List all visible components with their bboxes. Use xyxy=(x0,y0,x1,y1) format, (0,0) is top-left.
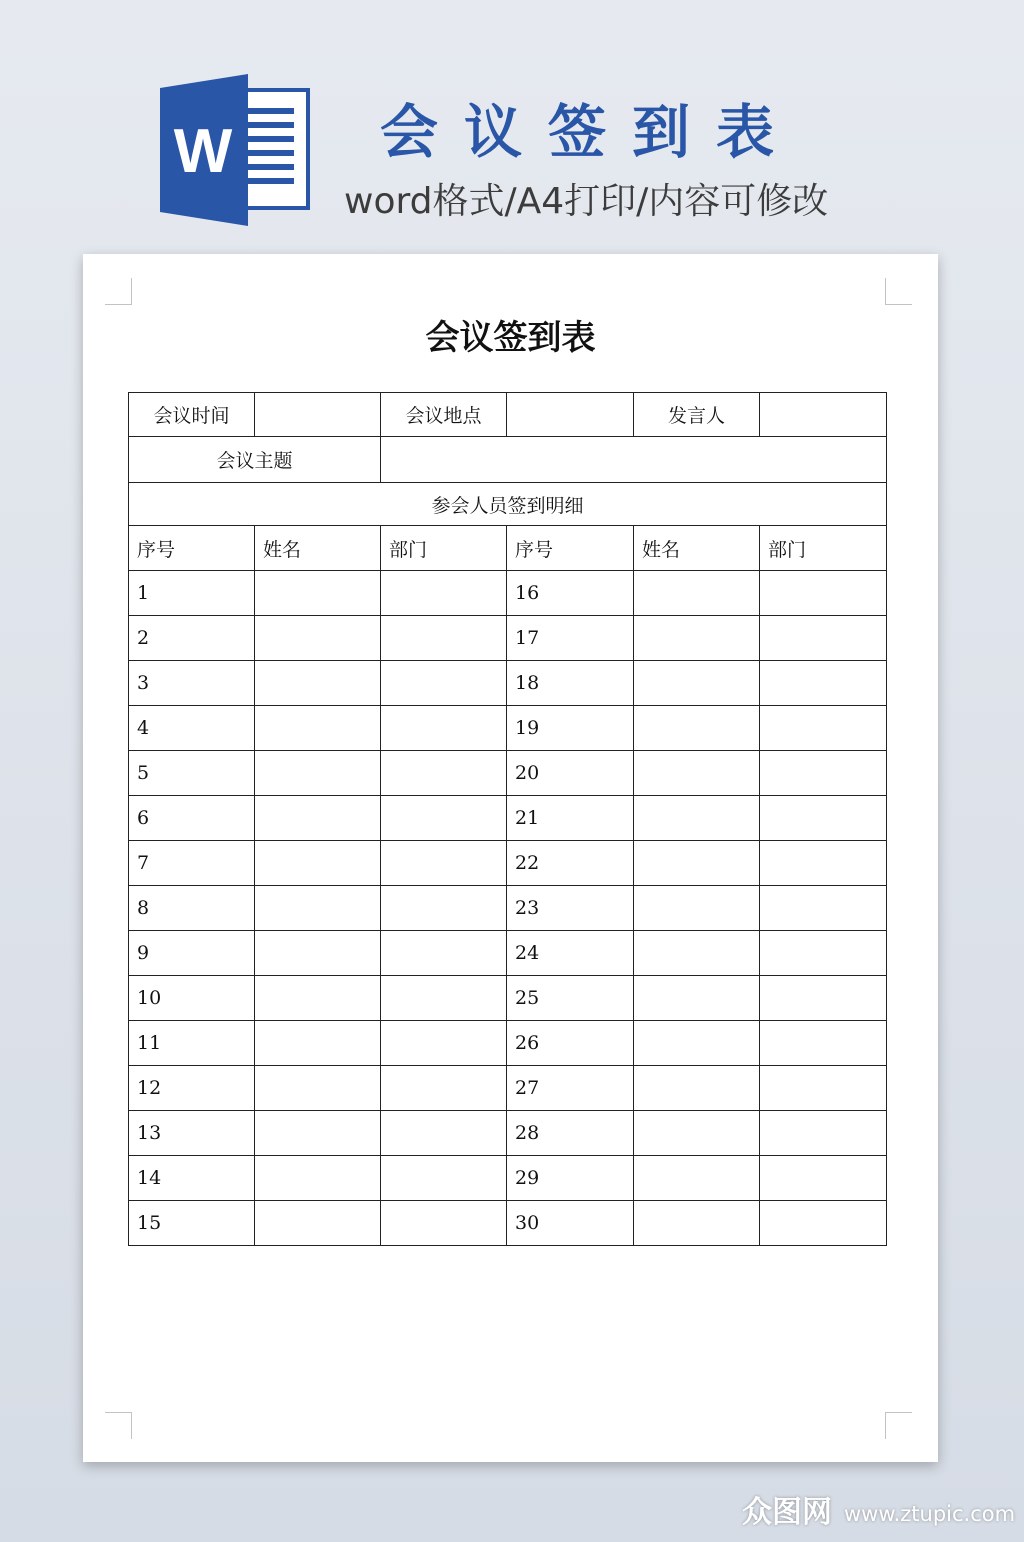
row-number: 30 xyxy=(507,1201,634,1246)
department-cell[interactable] xyxy=(381,931,507,976)
department-cell[interactable] xyxy=(760,931,887,976)
name-cell[interactable] xyxy=(255,706,381,751)
table-row xyxy=(129,706,887,751)
table-row xyxy=(129,841,887,886)
row-number: 8 xyxy=(129,886,255,931)
department-cell[interactable] xyxy=(381,661,507,706)
row-number: 26 xyxy=(507,1021,634,1066)
row-number: 27 xyxy=(507,1066,634,1111)
name-cell[interactable] xyxy=(255,1111,381,1156)
row-number: 25 xyxy=(507,976,634,1021)
column-header-number: 序号 xyxy=(507,526,634,571)
name-cell[interactable] xyxy=(255,886,381,931)
name-cell[interactable] xyxy=(255,1021,381,1066)
name-cell[interactable] xyxy=(634,751,760,796)
department-cell[interactable] xyxy=(760,886,887,931)
department-cell[interactable] xyxy=(760,1111,887,1156)
department-cell[interactable] xyxy=(381,751,507,796)
section-title: 参会人员签到明细 xyxy=(129,483,887,526)
table-row xyxy=(129,1021,887,1066)
section-title-row xyxy=(129,483,887,526)
department-cell[interactable] xyxy=(760,751,887,796)
row-number: 5 xyxy=(129,751,255,796)
row-number: 22 xyxy=(507,841,634,886)
name-cell[interactable] xyxy=(255,976,381,1021)
name-cell[interactable] xyxy=(634,1066,760,1111)
column-header-department: 部门 xyxy=(381,526,507,571)
name-cell[interactable] xyxy=(255,1066,381,1111)
row-number: 28 xyxy=(507,1111,634,1156)
row-number: 14 xyxy=(129,1156,255,1201)
meeting-time-label: 会议时间 xyxy=(129,393,255,437)
row-number: 1 xyxy=(129,571,255,616)
meeting-time-value[interactable] xyxy=(255,393,381,437)
table-row xyxy=(129,931,887,976)
department-cell[interactable] xyxy=(381,571,507,616)
meeting-place-value[interactable] xyxy=(507,393,634,437)
name-cell[interactable] xyxy=(634,1021,760,1066)
name-cell[interactable] xyxy=(634,886,760,931)
department-cell[interactable] xyxy=(760,1156,887,1201)
column-header-number: 序号 xyxy=(129,526,255,571)
row-number: 17 xyxy=(507,616,634,661)
name-cell[interactable] xyxy=(634,841,760,886)
department-cell[interactable] xyxy=(760,796,887,841)
column-header-name: 姓名 xyxy=(255,526,381,571)
department-cell[interactable] xyxy=(381,1066,507,1111)
name-cell[interactable] xyxy=(255,751,381,796)
table-row xyxy=(129,1111,887,1156)
banner-subtitle: word格式/A4打印/内容可修改 xyxy=(344,181,829,222)
document-title: 会议签到表 xyxy=(425,318,596,358)
name-cell[interactable] xyxy=(634,976,760,1021)
watermark-url: www.ztupic.com xyxy=(844,1502,1016,1526)
table-row xyxy=(129,616,887,661)
meeting-topic-label: 会议主题 xyxy=(129,437,381,483)
name-cell[interactable] xyxy=(634,706,760,751)
row-number: 13 xyxy=(129,1111,255,1156)
word-logo-letter: W xyxy=(173,117,233,186)
department-cell[interactable] xyxy=(381,841,507,886)
table-row xyxy=(129,886,887,931)
word-logo-icon xyxy=(158,74,310,226)
meeting-info-row xyxy=(129,393,887,437)
name-cell[interactable] xyxy=(634,1111,760,1156)
row-number: 3 xyxy=(129,661,255,706)
name-cell[interactable] xyxy=(634,616,760,661)
table-row xyxy=(129,1066,887,1111)
column-header-name: 姓名 xyxy=(634,526,760,571)
crop-mark-top-right xyxy=(885,278,912,305)
document-page xyxy=(83,254,938,1462)
row-number: 7 xyxy=(129,841,255,886)
crop-mark-bottom-right xyxy=(885,1412,912,1439)
name-cell[interactable] xyxy=(634,1201,760,1246)
table-row xyxy=(129,751,887,796)
meeting-topic-row xyxy=(129,437,887,483)
name-cell[interactable] xyxy=(255,1201,381,1246)
department-cell[interactable] xyxy=(381,616,507,661)
department-cell[interactable] xyxy=(760,976,887,1021)
name-cell[interactable] xyxy=(634,661,760,706)
row-number: 6 xyxy=(129,796,255,841)
department-cell[interactable] xyxy=(381,886,507,931)
department-cell[interactable] xyxy=(760,616,887,661)
name-cell[interactable] xyxy=(255,571,381,616)
banner-title: 会议签到表 xyxy=(380,98,801,166)
name-cell[interactable] xyxy=(634,571,760,616)
row-number: 20 xyxy=(507,751,634,796)
department-cell[interactable] xyxy=(381,976,507,1021)
row-number: 11 xyxy=(129,1021,255,1066)
meeting-topic-value[interactable] xyxy=(381,437,887,483)
row-number: 2 xyxy=(129,616,255,661)
name-cell[interactable] xyxy=(255,841,381,886)
department-cell[interactable] xyxy=(381,1111,507,1156)
table-row xyxy=(129,571,887,616)
column-header-department: 部门 xyxy=(760,526,887,571)
department-cell[interactable] xyxy=(760,706,887,751)
name-cell[interactable] xyxy=(255,796,381,841)
name-cell[interactable] xyxy=(634,931,760,976)
row-number: 23 xyxy=(507,886,634,931)
row-number: 19 xyxy=(507,706,634,751)
name-cell[interactable] xyxy=(255,616,381,661)
name-cell[interactable] xyxy=(255,931,381,976)
table-row xyxy=(129,1201,887,1246)
department-cell[interactable] xyxy=(760,1021,887,1066)
table-row xyxy=(129,796,887,841)
table-row xyxy=(129,661,887,706)
crop-mark-bottom-left xyxy=(105,1412,132,1439)
row-number: 15 xyxy=(129,1201,255,1246)
name-cell[interactable] xyxy=(255,661,381,706)
table-row xyxy=(129,976,887,1021)
name-cell[interactable] xyxy=(255,1156,381,1201)
department-cell[interactable] xyxy=(760,1066,887,1111)
crop-mark-top-left xyxy=(105,278,132,305)
department-cell[interactable] xyxy=(760,571,887,616)
speaker-label: 发言人 xyxy=(634,393,760,437)
department-cell[interactable] xyxy=(381,1156,507,1201)
row-number: 21 xyxy=(507,796,634,841)
speaker-value[interactable] xyxy=(760,393,887,437)
department-cell[interactable] xyxy=(381,796,507,841)
meeting-place-label: 会议地点 xyxy=(381,393,507,437)
watermark-logo: 众图网 xyxy=(742,1495,832,1530)
row-number: 12 xyxy=(129,1066,255,1111)
row-number: 9 xyxy=(129,931,255,976)
department-cell[interactable] xyxy=(381,1021,507,1066)
row-number: 10 xyxy=(129,976,255,1021)
table-row xyxy=(129,1156,887,1201)
department-cell[interactable] xyxy=(381,706,507,751)
row-number: 4 xyxy=(129,706,255,751)
name-cell[interactable] xyxy=(634,1156,760,1201)
column-header-row xyxy=(129,526,887,571)
department-cell[interactable] xyxy=(381,1201,507,1246)
row-number: 18 xyxy=(507,661,634,706)
department-cell[interactable] xyxy=(760,661,887,706)
sign-in-table xyxy=(128,392,887,1246)
row-number: 16 xyxy=(507,571,634,616)
department-cell[interactable] xyxy=(760,1201,887,1246)
name-cell[interactable] xyxy=(634,796,760,841)
row-number: 29 xyxy=(507,1156,634,1201)
row-number: 24 xyxy=(507,931,634,976)
department-cell[interactable] xyxy=(760,841,887,886)
